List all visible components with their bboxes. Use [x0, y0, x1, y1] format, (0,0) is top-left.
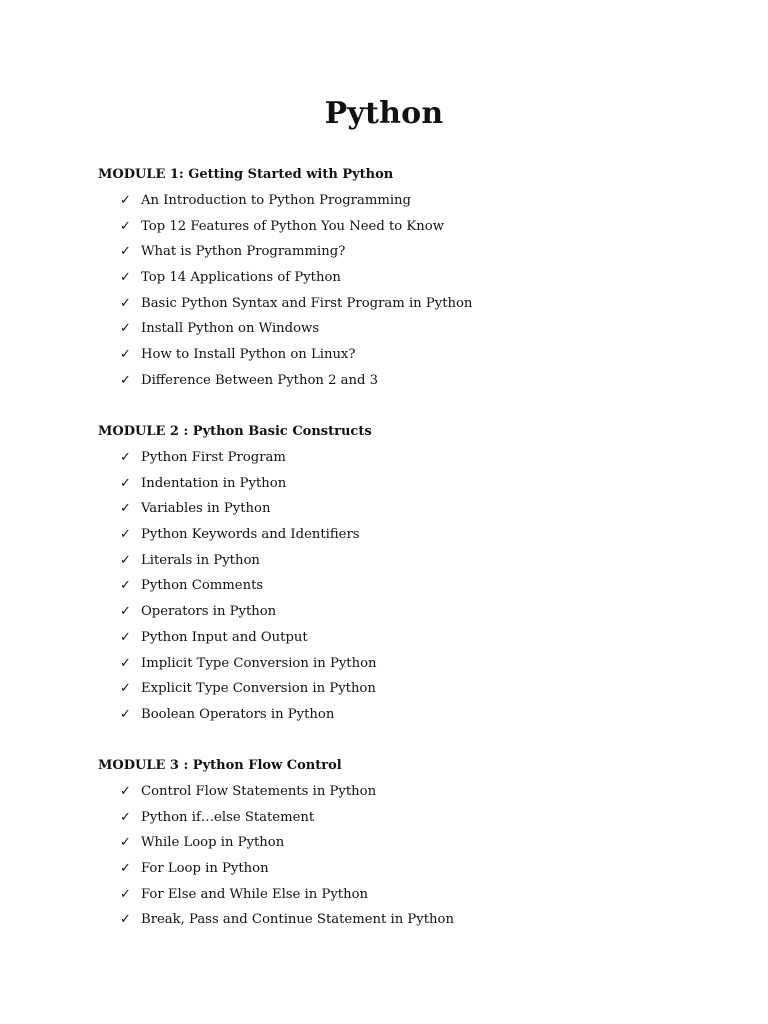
checkmark-icon: ✓	[120, 193, 131, 208]
module-section	[98, 162, 718, 394]
list-item	[98, 779, 718, 805]
topic-list	[98, 779, 718, 933]
list-item-text: An Introduction to Python Programming	[141, 193, 411, 208]
list-item-text: Variables in Python	[141, 501, 271, 517]
module-section	[98, 419, 718, 728]
list-item	[98, 368, 718, 394]
list-item	[98, 856, 718, 882]
checkmark-icon: ✓	[120, 372, 131, 388]
checkmark-icon: ✓	[120, 501, 131, 517]
list-item	[98, 882, 718, 908]
checkmark-icon: ✓	[120, 450, 131, 465]
checkmark-icon: ✓	[120, 321, 131, 337]
list-item	[98, 239, 718, 265]
checkmark-icon: ✓	[120, 347, 131, 363]
page-title: Python	[324, 96, 444, 131]
checkmark-icon: ✓	[120, 218, 131, 234]
list-item	[98, 291, 718, 317]
checkmark-icon: ✓	[120, 552, 131, 568]
list-item	[98, 907, 718, 933]
list-item	[98, 702, 718, 728]
list-item-text: Literals in Python	[141, 552, 260, 568]
list-item-text: Python Keywords and Identifiers	[141, 527, 360, 543]
list-item	[98, 830, 718, 856]
list-item	[98, 651, 718, 677]
list-item-text: How to Install Python on Linux?	[141, 347, 356, 363]
list-item-text: Python First Program	[141, 450, 286, 465]
list-item-text: Boolean Operators in Python	[141, 706, 335, 722]
list-item-text: While Loop in Python	[141, 835, 285, 851]
checkmark-icon: ✓	[120, 578, 131, 594]
list-item	[98, 599, 718, 625]
list-item-text: Python Input and Output	[141, 629, 308, 645]
list-item-text: Basic Python Syntax and First Program in Python	[141, 295, 473, 311]
checkmark-icon: ✓	[120, 475, 131, 491]
list-item	[98, 188, 718, 214]
list-item	[98, 471, 718, 497]
list-item-text: Python Comments	[141, 578, 264, 594]
checkmark-icon: ✓	[120, 295, 131, 311]
list-item-text: Break, Pass and Continue Statement in Python	[141, 912, 454, 928]
list-item	[98, 805, 718, 831]
list-item-text: For Loop in Python	[141, 861, 269, 877]
checkmark-icon: ✓	[120, 886, 131, 902]
topic-list	[98, 188, 718, 394]
list-item-text: Difference Between Python 2 and 3	[141, 372, 379, 388]
checkmark-icon: ✓	[120, 527, 131, 543]
list-item	[98, 496, 718, 522]
list-item-text: Python if…else Statement	[141, 809, 315, 825]
module-heading: MODULE 3 : Python Flow Control	[98, 758, 342, 773]
checkmark-icon: ✓	[120, 681, 131, 697]
module-section	[98, 753, 718, 933]
list-item	[98, 522, 718, 548]
list-item-text: Top 14 Applications of Python	[141, 270, 341, 286]
checkmark-icon: ✓	[120, 809, 131, 825]
list-item	[98, 214, 718, 240]
list-item-text: Explicit Type Conversion in Python	[141, 681, 376, 697]
list-item	[98, 445, 718, 471]
checkmark-icon: ✓	[120, 706, 131, 722]
module-heading: MODULE 2 : Python Basic Constructs	[98, 424, 372, 439]
checkmark-icon: ✓	[120, 861, 131, 877]
checkmark-icon: ✓	[120, 270, 131, 286]
list-item	[98, 625, 718, 651]
list-item-text: What is Python Programming?	[141, 244, 346, 260]
list-item-text: Install Python on Windows	[141, 321, 320, 337]
list-item-text: Implicit Type Conversion in Python	[141, 655, 377, 671]
list-item-text: Control Flow Statements in Python	[141, 784, 377, 799]
list-item-text: Operators in Python	[141, 604, 277, 620]
checkmark-icon: ✓	[120, 604, 131, 620]
checkmark-icon: ✓	[120, 784, 131, 799]
list-item-text: Indentation in Python	[141, 475, 287, 491]
list-item	[98, 342, 718, 368]
checkmark-icon: ✓	[120, 912, 131, 928]
list-item	[98, 265, 718, 291]
module-heading: MODULE 1: Getting Started with Python	[98, 167, 394, 182]
checkmark-icon: ✓	[120, 835, 131, 851]
checkmark-icon: ✓	[120, 655, 131, 671]
list-item	[98, 548, 718, 574]
list-item-text: Top 12 Features of Python You Need to Know	[141, 218, 444, 234]
checkmark-icon: ✓	[120, 244, 131, 260]
list-item-text: For Else and While Else in Python	[141, 886, 369, 902]
list-item	[98, 676, 718, 702]
list-item	[98, 316, 718, 342]
topic-list	[98, 445, 718, 728]
list-item	[98, 573, 718, 599]
checkmark-icon: ✓	[120, 629, 131, 645]
